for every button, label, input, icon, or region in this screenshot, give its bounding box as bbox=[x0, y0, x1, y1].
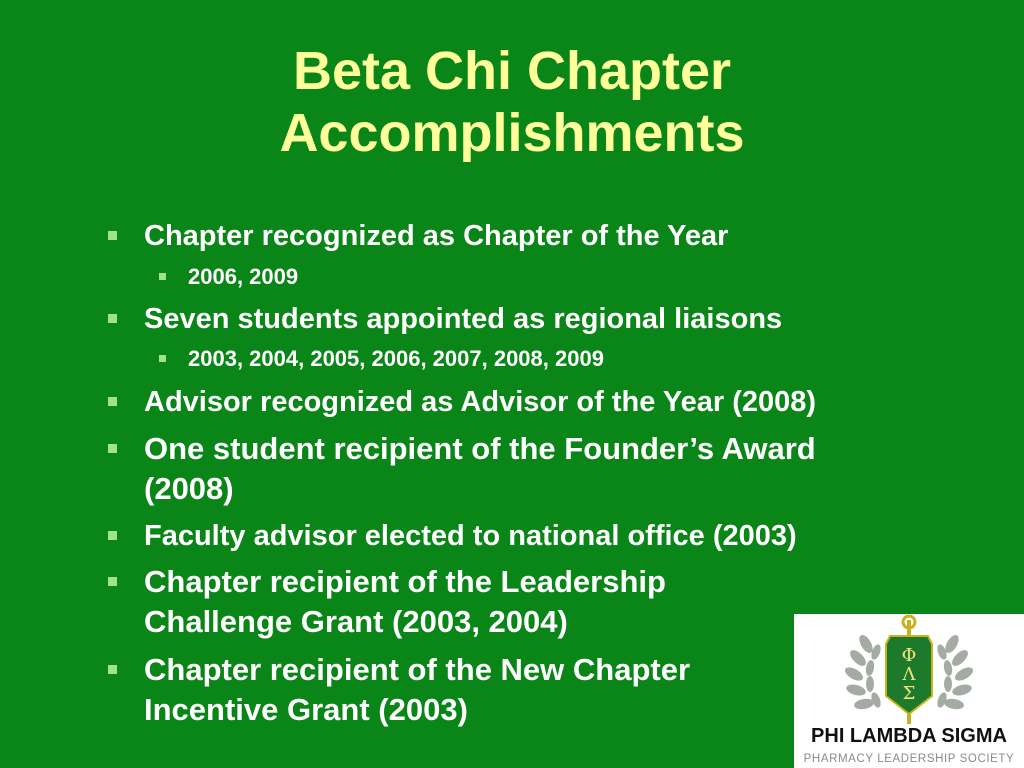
sub-bullet-item bbox=[188, 263, 298, 291]
bullet-item bbox=[144, 519, 797, 553]
laurel-wreath-torch-shield-icon bbox=[794, 614, 1024, 724]
square-bullet-icon bbox=[108, 397, 117, 406]
slide-title-line-1: Beta Chi Chapter bbox=[292, 41, 732, 101]
square-bullet-icon bbox=[108, 444, 117, 453]
square-bullet-icon bbox=[108, 665, 117, 674]
bullet-text-line-2: Incentive Grant (2003) bbox=[144, 692, 468, 727]
bullet-text-line-1: Chapter recipient of the New Chapter bbox=[144, 652, 691, 687]
bullet-text: Chapter recognized as Chapter of the Year bbox=[144, 220, 729, 252]
bullet-text-line-1: Chapter recipient of the Leadership bbox=[144, 564, 666, 599]
sub-bullet-text: 2006, 2009 bbox=[188, 264, 299, 289]
phi-lambda-sigma-logo bbox=[794, 614, 1024, 768]
bullet-item bbox=[144, 302, 782, 336]
bullet-text-line-2: Challenge Grant (2003, 2004) bbox=[144, 604, 568, 639]
square-bullet-icon bbox=[159, 355, 166, 362]
bullet-item bbox=[144, 219, 728, 253]
square-bullet-icon bbox=[108, 577, 117, 586]
bullet-text-line-1: One student recipient of the Founder’s Award bbox=[144, 431, 816, 466]
square-bullet-icon bbox=[108, 314, 117, 323]
logo-name: PHI LAMBDA SIGMA bbox=[811, 725, 1007, 747]
bullet-text: Faculty advisor elected to national office (2003) bbox=[144, 520, 797, 552]
sub-bullet-text: 2003, 2004, 2005, 2006, 2007, 2008, 2009 bbox=[188, 346, 604, 371]
bullet-item bbox=[144, 385, 816, 419]
bullet-text: Seven students appointed as regional liaisons bbox=[144, 303, 783, 335]
bullet-text: Advisor recognized as Advisor of the Year (2008) bbox=[144, 386, 817, 418]
bullet-item bbox=[144, 429, 816, 509]
square-bullet-icon bbox=[108, 231, 117, 240]
bullet-text-line-2: (2008) bbox=[144, 471, 234, 506]
bullet-item bbox=[144, 650, 690, 730]
sub-bullet-item bbox=[188, 345, 604, 373]
logo-tagline: PHARMACY LEADERSHIP SOCIETY bbox=[803, 753, 1015, 765]
square-bullet-icon bbox=[159, 273, 166, 280]
logo-lambda-letter: Λ bbox=[902, 664, 916, 685]
square-bullet-icon bbox=[108, 531, 117, 540]
logo-sigma-letter: Σ bbox=[902, 683, 916, 704]
slide-title-line-2: Accomplishments bbox=[279, 103, 745, 163]
bullet-item bbox=[144, 562, 666, 642]
logo-phi-letter: Φ bbox=[901, 645, 917, 666]
